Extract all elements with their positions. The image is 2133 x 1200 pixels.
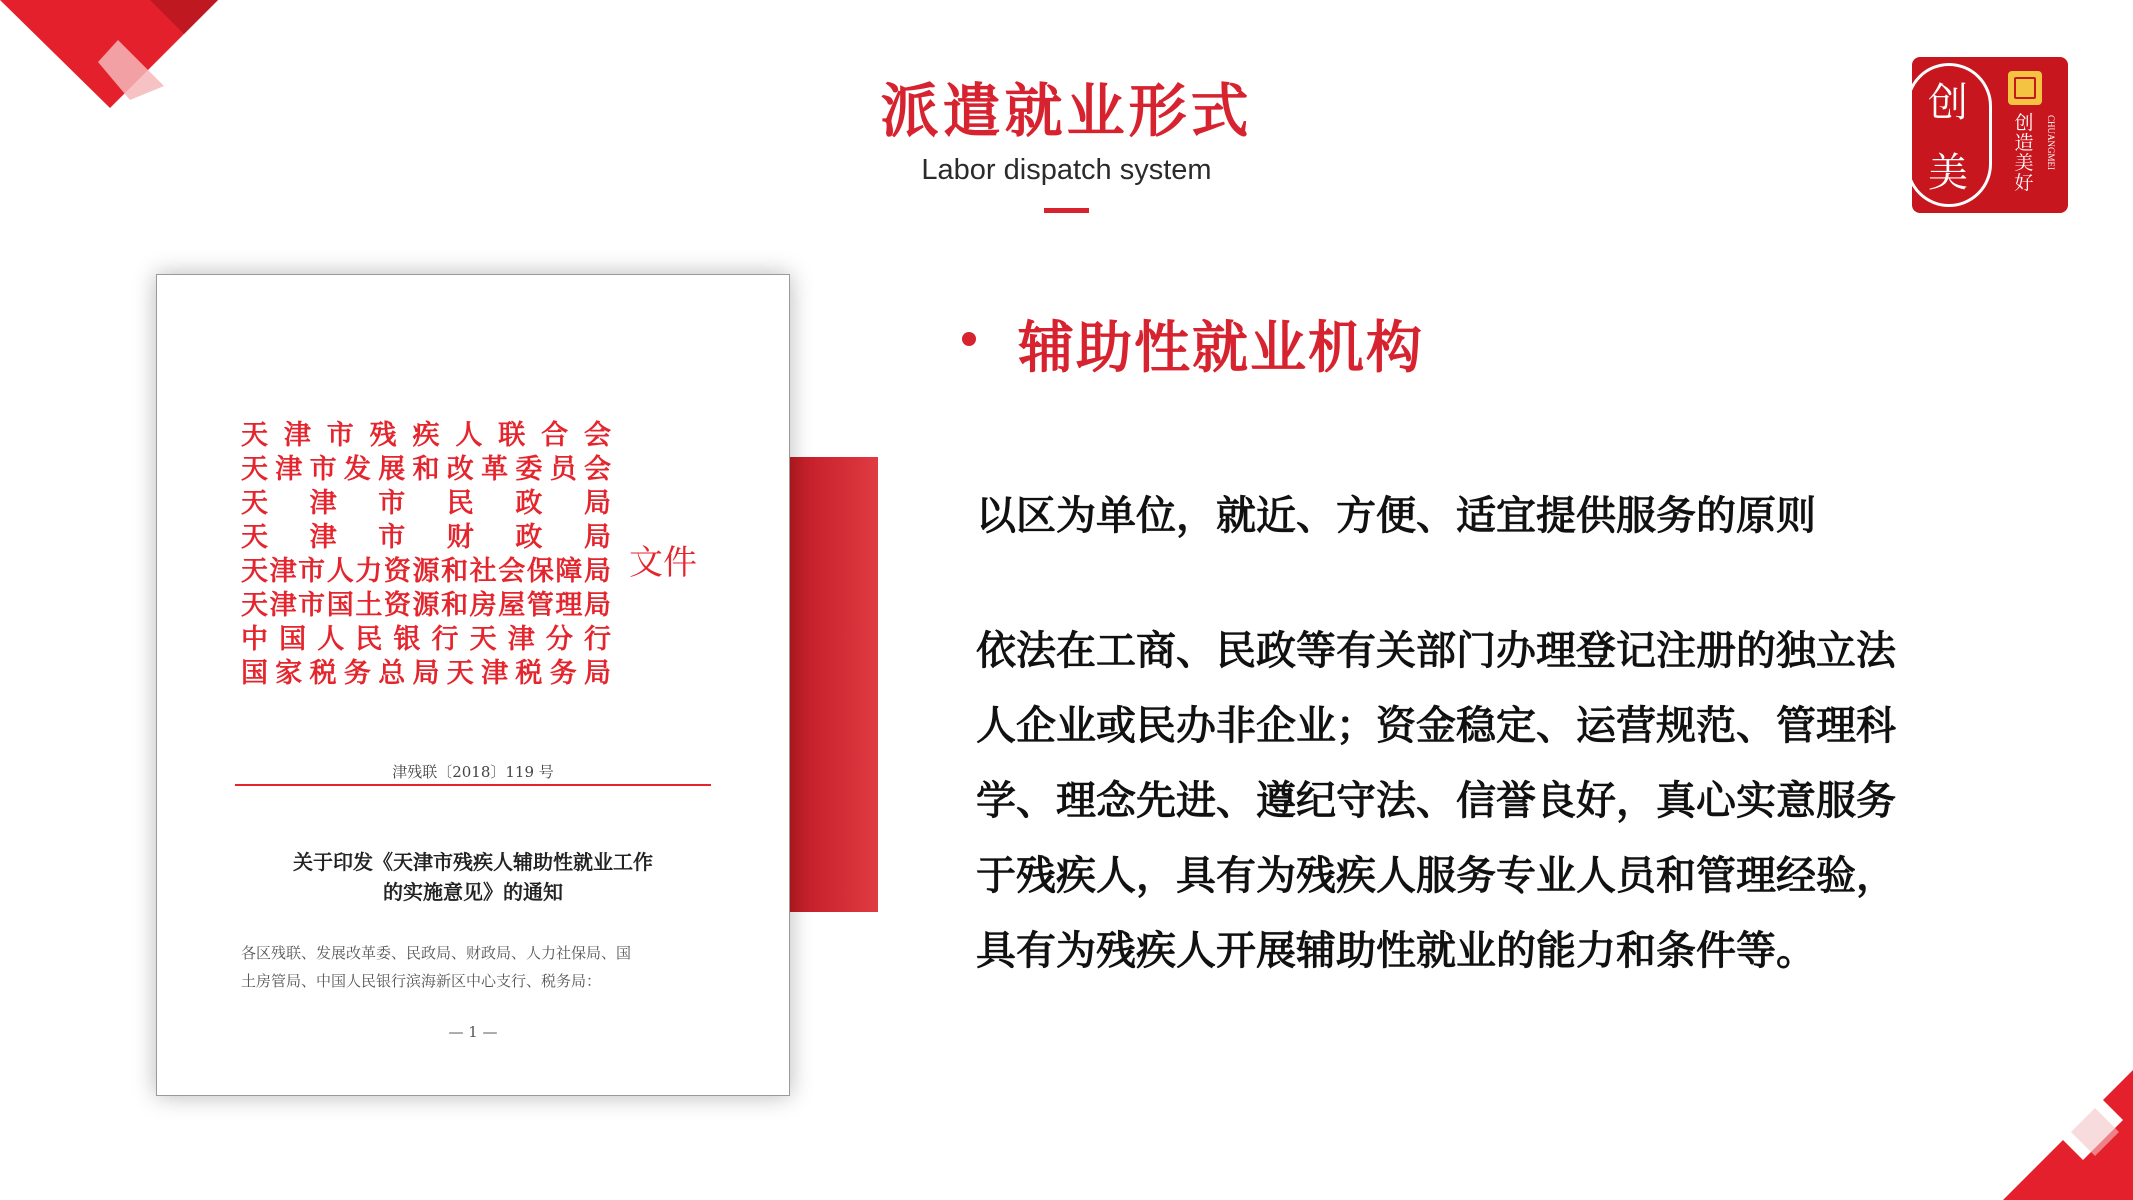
page-title: 派遣就业形式 (880, 77, 1253, 145)
details-line: 依法在工商、民政等有关部门办理登记注册的独立法 (976, 628, 1896, 674)
document-org-line: 国家税务总局天津税务局 (241, 658, 611, 689)
document-page-number: — 1 — (448, 1023, 498, 1041)
corner-decoration-bottom-right (1973, 1020, 2133, 1200)
document-org-line: 天津市发展和改革委员会 (241, 454, 611, 485)
document-org-line: 天津市民政局 (241, 488, 611, 519)
document-issuing-organizations (241, 419, 611, 691)
logo-char-chuang: 创 (1928, 80, 1968, 126)
document-body-line: 土房管局、中国人民银行滨海新区中心支行、税务局： (241, 972, 602, 990)
document-wenjian-label: 文件 (629, 543, 697, 583)
logo-badge-icon (2008, 71, 2042, 105)
logo-badge-inner (2014, 77, 2036, 99)
bullet-dot-icon (962, 332, 976, 346)
document-heading-line: 的实施意见》的通知 (383, 880, 563, 904)
document-org-line: 天津市人力资源和社会保障局 (241, 556, 611, 587)
details-paragraph (976, 614, 2016, 989)
principle-text: 以区为单位，就近、方便、适宜提供服务的原则 (976, 493, 1816, 539)
details-line: 于残疾人，具有为残疾人服务专业人员和管理经验， (976, 853, 1896, 899)
document-heading-line: 关于印发《天津市残疾人辅助性就业工作 (293, 850, 653, 874)
logo-english-text: CHUANGMEI (2046, 115, 2056, 170)
official-document-image (156, 274, 790, 1096)
details-line: 人企业或民办非企业；资金稳定、运营规范、管理科 (976, 703, 1896, 749)
logo-vertical-text: 创造美好 (2014, 112, 2034, 194)
document-org-line: 天津市残疾人联合会 (241, 420, 611, 451)
document-org-line: 天津市国土资源和房屋管理局 (241, 590, 611, 621)
chuangmei-logo (1912, 57, 2068, 213)
page-subtitle: Labor dispatch system (921, 154, 1212, 186)
document-org-line: 天津市财政局 (241, 522, 611, 553)
details-line: 具有为残疾人开展辅助性就业的能力和条件等。 (976, 928, 1816, 974)
section-heading: 辅助性就业机构 (1018, 316, 1424, 381)
title-underline (1044, 208, 1089, 213)
logo-char-mei: 美 (1928, 150, 1968, 196)
document-number: 津残联〔2018〕119 号 (392, 763, 554, 781)
document-red-rule (235, 784, 711, 786)
document-heading (217, 847, 729, 907)
document-org-line: 中国人民银行天津分行 (241, 624, 611, 655)
document-body (241, 939, 711, 995)
details-line: 学、理念先进、遵纪守法、信誉良好，真心实意服务 (976, 778, 1896, 824)
document-body-line: 各区残联、发展改革委、民政局、财政局、人力社保局、国 (241, 944, 632, 962)
